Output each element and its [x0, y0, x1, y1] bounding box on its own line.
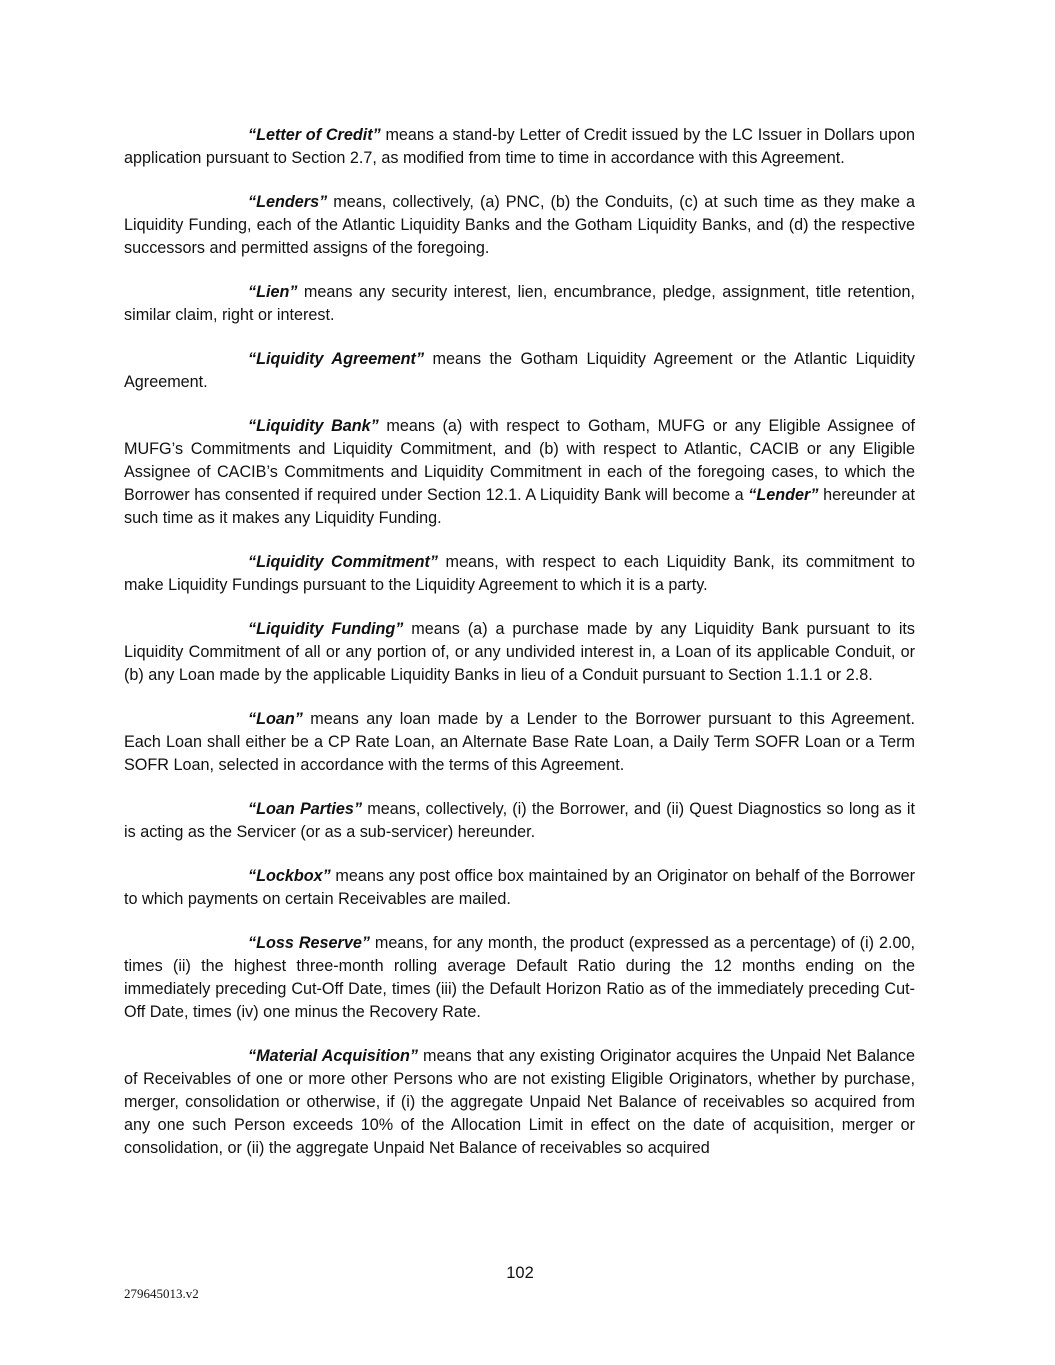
- definition-lenders: [124, 191, 915, 260]
- definition-text: means any security interest, lien, encumbrance, pledge, assignment, title retention, similar claim, right or interest.: [124, 283, 915, 324]
- definition-text: means any loan made by a Lender to the Borrower pursuant to this Agreement. Each Loan shall either be a CP Rate Loan, an Alternate Base Rate Loan, a Daily Term SOFR Loan or a Term SOFR Loan, selected in accordance with the terms of this Agreement.: [124, 710, 915, 774]
- definition-letter-of-credit: [124, 124, 915, 170]
- defined-term: “Lockbox”: [248, 867, 331, 885]
- document-body: [124, 124, 915, 1160]
- definition-text-continued: hereunder at such time as it makes any Liquidity Funding.: [124, 486, 915, 527]
- definition-liquidity-commitment: [124, 551, 915, 597]
- definition-material-acquisition: [124, 1045, 915, 1160]
- definition-text: means (a) with respect to Gotham, MUFG or any Eligible Assignee of MUFG’s Commitments and Liquidity Commitment, and (b) with respect to Atlantic, CACIB or any Eligible Assignee of CACIB’s Commitments and Liquidity Commitment in each of the foregoing cases, to which the Borrower has consented if required under Section 12.1. A Liquidity Bank will become a: [124, 417, 915, 504]
- defined-term: “Loss Reserve”: [248, 934, 370, 952]
- definition-text: means that any existing Originator acquires the Unpaid Net Balance of Receivables of one or more other Persons who are not existing Eligible Originators, whether by purchase, merger, consolidation or otherwise, if (i) the aggregate Unpaid Net Balance of receivables so acquired from any one such Person exceeds 10% of the Allocation Limit in effect on the date of acquisition, merger or consolidation, or (ii) the aggregate Unpaid Net Balance of receivables so acquired: [124, 1047, 915, 1157]
- defined-term: “Liquidity Agreement”: [248, 350, 425, 368]
- defined-term: “Liquidity Funding”: [248, 620, 404, 638]
- definition-lien: [124, 281, 915, 327]
- defined-term: “Letter of Credit”: [248, 126, 381, 144]
- defined-term: “Liquidity Bank”: [248, 417, 379, 435]
- definition-text: means a stand-by Letter of Credit issued by the LC Issuer in Dollars upon application pursuant to Section 2.7, as modified from time to time in accordance with this Agreement.: [124, 126, 915, 167]
- definition-text: means, collectively, (a) PNC, (b) the Conduits, (c) at such time as they make a Liquidity Funding, each of the Atlantic Liquidity Banks and the Gotham Liquidity Banks, and (d) the respective successors and permitted assigns of the foregoing.: [124, 193, 915, 257]
- definition-text: means any post office box maintained by an Originator on behalf of the Borrower to which payments on certain Receivables are mailed.: [124, 867, 915, 908]
- definition-text: means, for any month, the product (expressed as a percentage) of (i) 2.00, times (ii) the highest three-month rolling average Default Ratio during the 12 months ending on the immediately preceding Cut-Off Date, times (iii) the Default Horizon Ratio as of the immediately preceding Cut-Off Date, times (iv) one minus the Recovery Rate.: [124, 934, 915, 1021]
- defined-term: “Lenders”: [248, 193, 328, 211]
- definition-lockbox: [124, 865, 915, 911]
- definition-text: means (a) a purchase made by any Liquidity Bank pursuant to its Liquidity Commitment of all or any portion of, or any undivided interest in, a Loan of its applicable Conduit, or (b) any Loan made by the applicable Liquidity Banks in lieu of a Conduit pursuant to Section 1.1.1 or 2.8.: [124, 620, 916, 684]
- defined-term: “Material Acquisition”: [248, 1047, 418, 1065]
- document-id: 279645013.v2: [124, 1286, 199, 1301]
- definition-text: means, with respect to each Liquidity Bank, its commitment to make Liquidity Fundings pursuant to the Liquidity Agreement to which it is a party.: [124, 553, 915, 594]
- definition-loss-reserve: [124, 932, 915, 1024]
- inline-defined-term: “Lender”: [748, 486, 819, 504]
- definition-liquidity-funding: [124, 618, 915, 687]
- definition-text: means the Gotham Liquidity Agreement or the Atlantic Liquidity Agreement.: [124, 350, 915, 391]
- definition-loan: [124, 708, 915, 777]
- defined-term: “Lien”: [248, 283, 298, 301]
- page-number: 102: [506, 1264, 534, 1282]
- definition-liquidity-bank: [124, 415, 915, 530]
- definition-loan-parties: [124, 798, 915, 844]
- defined-term: “Loan”: [248, 710, 303, 728]
- defined-term: “Loan Parties”: [248, 800, 363, 818]
- defined-term: “Liquidity Commitment”: [248, 553, 439, 571]
- definition-liquidity-agreement: [124, 348, 915, 394]
- definition-text: means, collectively, (i) the Borrower, and (ii) Quest Diagnostics so long as it is acting as the Servicer (or as a sub-servicer) hereunder.: [124, 800, 915, 841]
